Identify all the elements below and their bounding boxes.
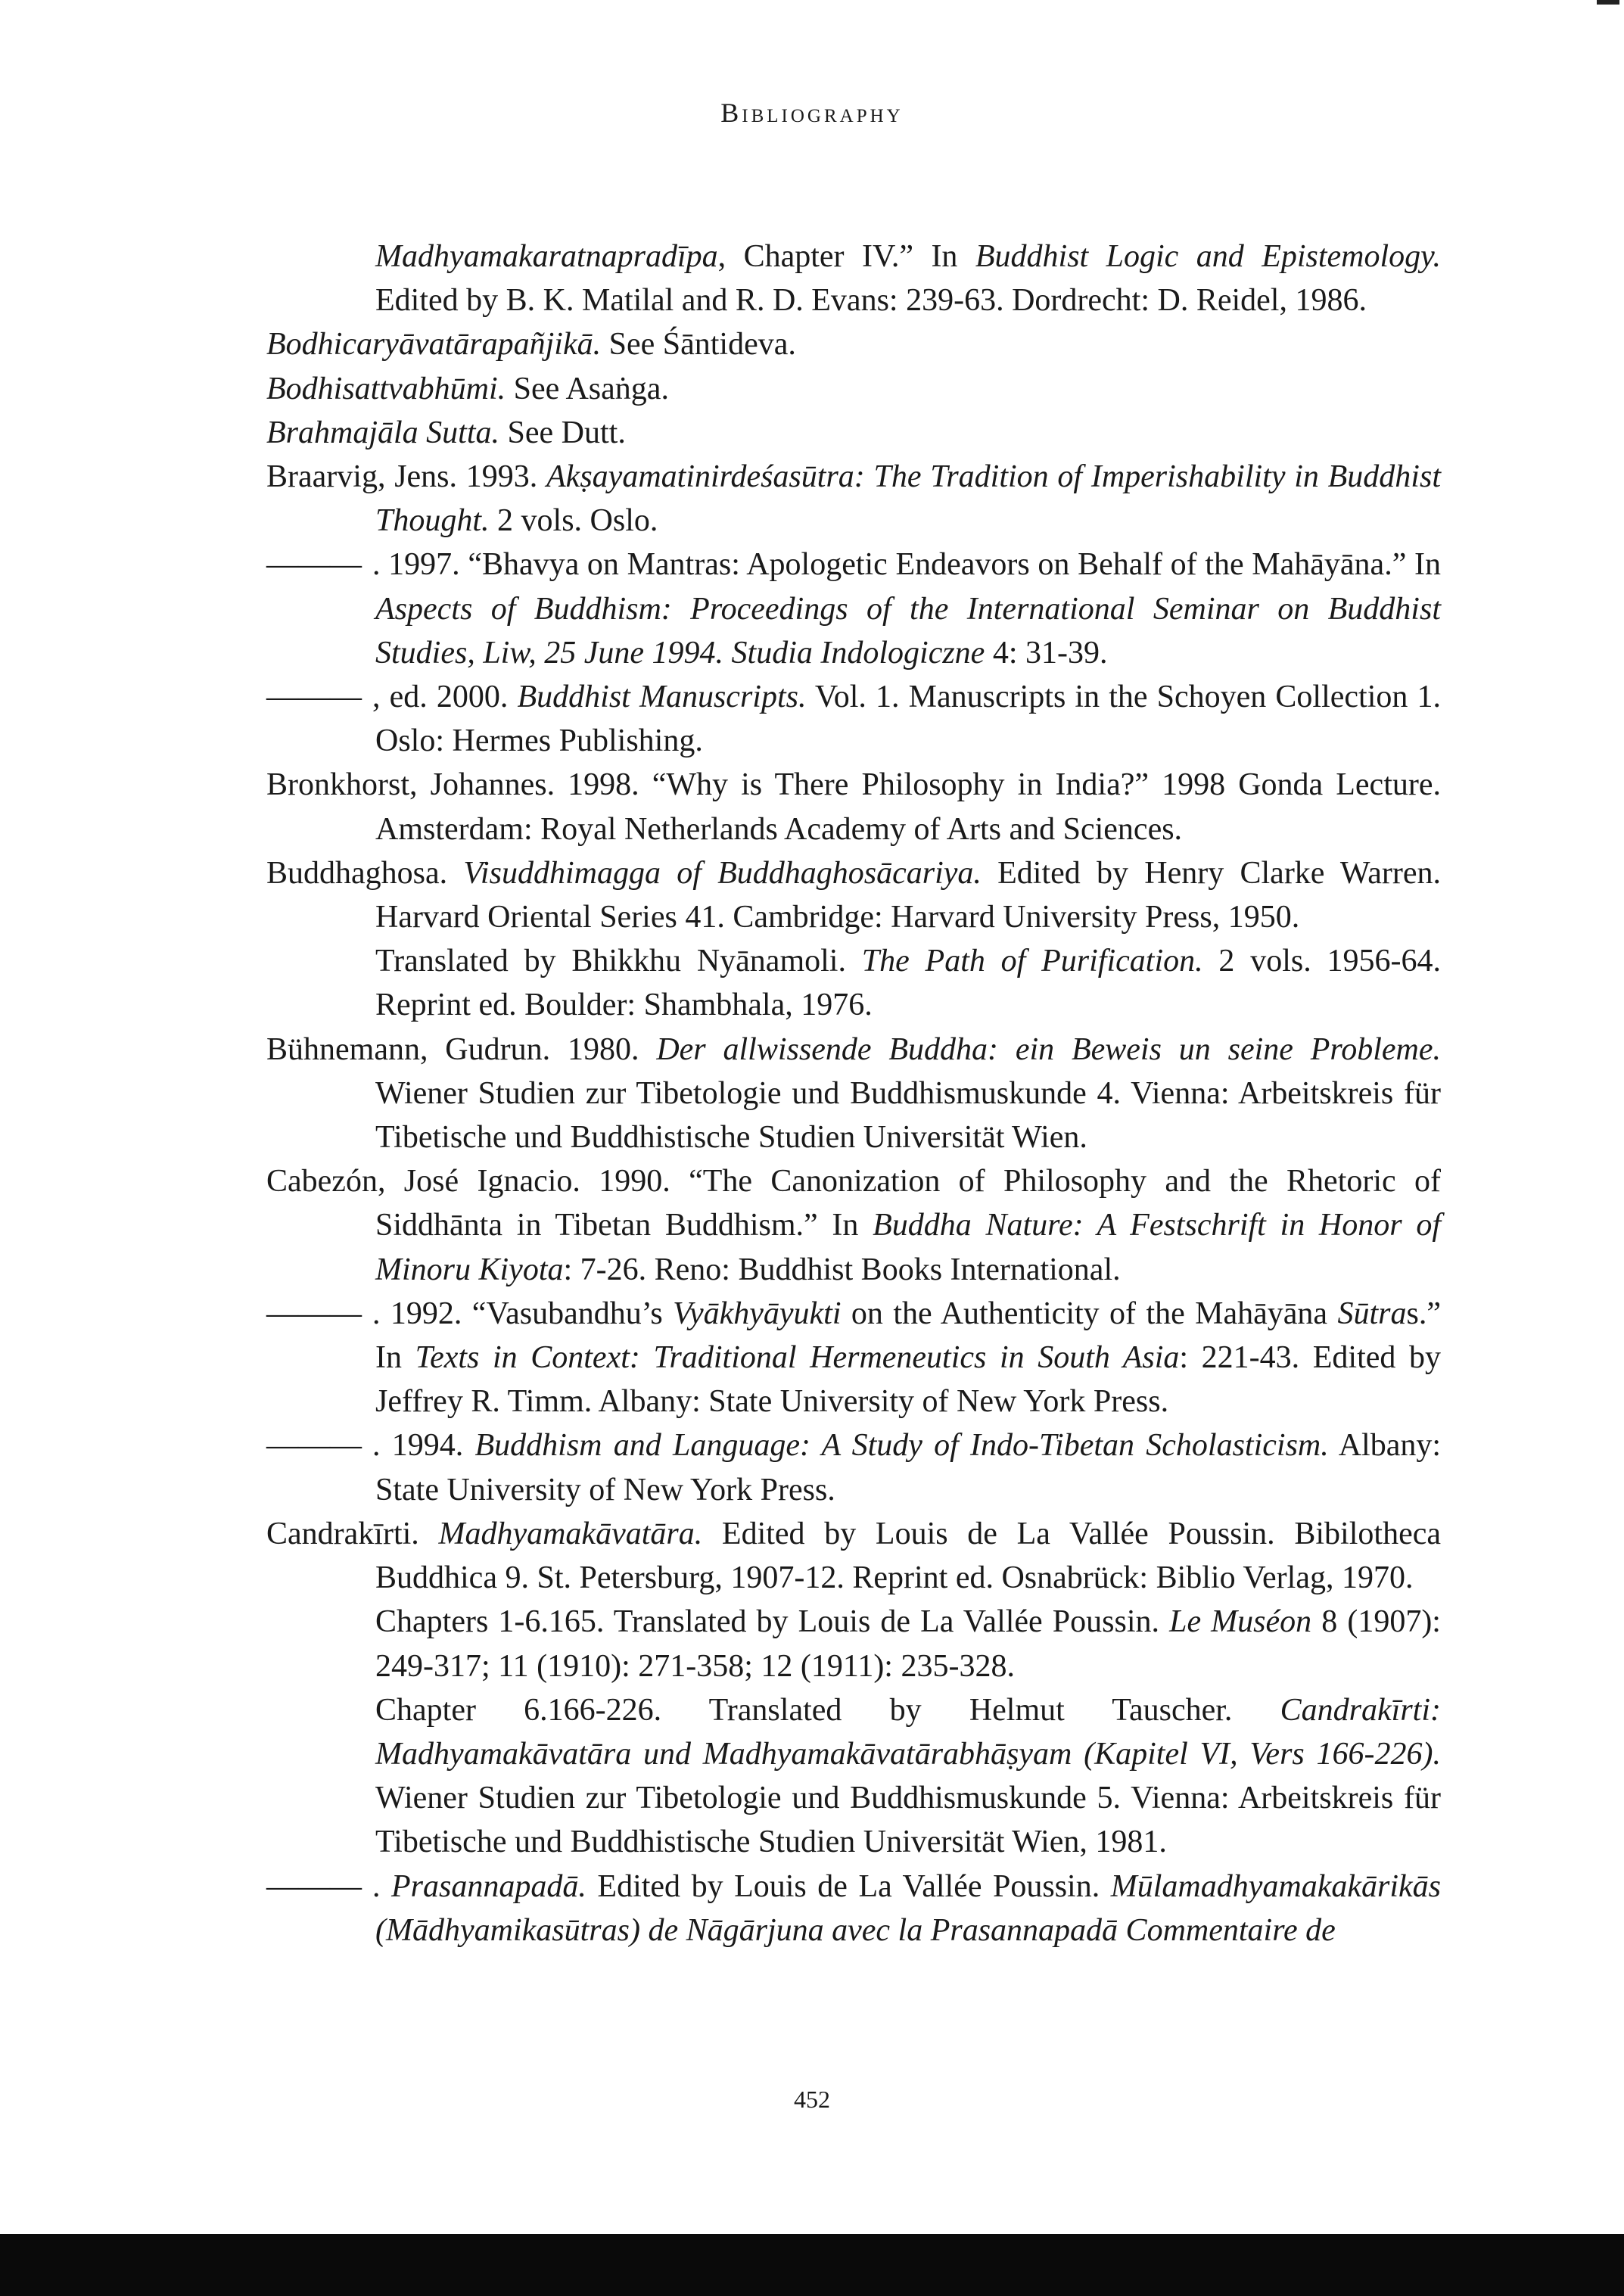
ditto-dash: ——— — [266, 1428, 362, 1464]
bibliography-entry: Braarvig, Jens. 1993. Akṣayamatinirdeśasūtra: The Tradition of Imperishability in Buddhist Thought. 2 vols. Oslo. — [266, 459, 1441, 539]
bibliography-entry: Cabezón, José Ignacio. 1990. “The Canonization of Philosophy and the Rhetoric of Siddhānta in Tibetan Buddhism.” In Buddha Nature: A Festschrift in Honor of Minoru Kiyota: 7-26. Reno: Buddhist Books International. — [266, 1164, 1441, 1287]
bibliography-entry: Bühnemann, Gudrun. 1980. Der allwissende Buddha: ein Beweis un seine Probleme. Wiener Studien zur Tibetologie und Buddhismuskunde 4. Vienna: Arbeitskreis für Tibetische und Buddhistische Studien Universität Wien. — [266, 1031, 1441, 1156]
bibliography-entry: ——— . Prasannapadā. Edited by Louis de La Vallée Poussin. Mūlamadhyamakakārikās (Mādhyamikasūtras) de Nāgārjuna avec la Prasannapadā Commentaire de — [266, 1865, 1441, 1952]
bibliography-subentry: Translated by Bhikkhu Nyānamoli. The Path of Purification. 2 vols. 1956-64. Reprint ed. Boulder: Shambhala, 1976. — [375, 944, 1442, 1023]
bibliography-subentry: Chapters 1-6.165. Translated by Louis de La Vallée Poussin. Le Muséon 8 (1907): 249-317; 11 (1910): 271-358; 12 (1911): 235-328. — [375, 1604, 1441, 1684]
page-number: 452 — [794, 2086, 830, 2113]
ditto-dash: ——— — [266, 1868, 362, 1904]
ditto-dash: ——— — [266, 680, 362, 715]
scan-edge-mark — [1597, 0, 1619, 5]
bibliography-entry: Bodhisattvabhūmi. See Asaṅga. — [266, 371, 669, 406]
bibliography-entry: ——— . 1997. “Bhavya on Mantras: Apologetic Endeavors on Behalf of the Mahāyāna.” In Aspects of Buddhism: Proceedings of the International Seminar on Buddhist Studies, Liw, 25 June 1994. Studia Indologiczne 4: 31-39. — [266, 543, 1441, 675]
ditto-dash: ——— — [266, 1296, 362, 1331]
bibliography-entry: ——— . 1992. “Vasubandhu’s Vyākhyāyukti on the Authenticity of the Mahāyāna Sūtras.” In Texts in Context: Traditional Hermeneutics in South Asia: 221-43. Edited by Jeffrey R. Timm. Albany: State University of New York Press. — [266, 1292, 1441, 1424]
bibliography-list — [266, 235, 1441, 1952]
bibliography-entry: ——— . 1994. Buddhism and Language: A Study of Indo-Tibetan Scholasticism. Albany: State University of New York Press. — [266, 1423, 1441, 1511]
bibliography-entry: Candrakīrti. Madhyamakāvatāra. Edited by Louis de La Vallée Poussin. Bibilotheca Buddhica 9. St. Petersburg, 1907-12. Reprint ed. Osnabrück: Biblio Verlag, 1970. — [266, 1516, 1441, 1596]
bibliography-entry: Bodhicaryāvatārapañjikā. See Śāntideva. — [266, 327, 796, 362]
bibliography-entry: Brahmajāla Sutta. See Dutt. — [266, 415, 626, 450]
bibliography-entry: Madhyamakaratnapradīpa, Chapter IV.” In Buddhist Logic and Epistemology. Edited by B. K. Matilal and R. D. Evans: 239-63. Dordrecht: D. Reidel, 1986. — [375, 239, 1441, 319]
ditto-dash: ——— — [266, 547, 362, 583]
scan-bottom-edge — [0, 2234, 1624, 2296]
bibliography-entry: Buddhaghosa. Visuddhimagga of Buddhaghosācariya. Edited by Henry Clarke Warren. Harvard Oriental Series 41. Cambridge: Harvard University Press, 1950. — [266, 855, 1441, 935]
bibliography-entry: ——— , ed. 2000. Buddhist Manuscripts. Vol. 1. Manuscripts in the Schoyen Collection 1. Oslo: Hermes Publishing. — [266, 675, 1441, 763]
bibliography-subentry: Chapter 6.166-226. Translated by Helmut Tauscher. Candrakīrti: Madhyamakāvatāra und Madhyamakāvatārabhāṣyam (Kapitel VI, Vers 166-226). Wiener Studien zur Tibetologie und Buddhismuskunde 5. Vienna: Arbeitskreis für Tibetische und Buddhistische Studien Universität Wien, 1981. — [375, 1692, 1441, 1860]
running-header: Bibliography — [720, 98, 904, 128]
bibliography-entry: Bronkhorst, Johannes. 1998. “Why is There Philosophy in India?” 1998 Gonda Lecture. Amsterdam: Royal Netherlands Academy of Arts and Sciences. — [266, 767, 1441, 847]
